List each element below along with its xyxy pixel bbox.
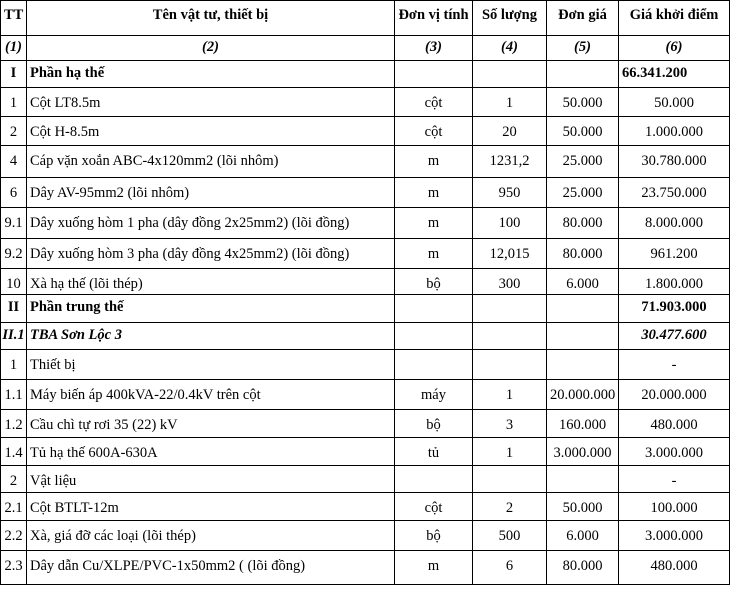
row-total: - bbox=[619, 350, 730, 380]
header-row bbox=[1, 1, 730, 36]
row-tt: 2 bbox=[1, 117, 27, 146]
table-row bbox=[1, 350, 730, 380]
row-unit bbox=[395, 295, 473, 323]
col-index-3: (3) bbox=[395, 36, 473, 61]
row-qty: 2 bbox=[473, 493, 547, 521]
row-unit bbox=[395, 323, 473, 350]
row-unit bbox=[395, 466, 473, 493]
col-index-2: (2) bbox=[27, 36, 395, 61]
row-unit: m bbox=[395, 239, 473, 269]
col-index-4: (4) bbox=[473, 36, 547, 61]
row-tt: II bbox=[1, 295, 27, 323]
row-name: Dây AV-95mm2 (lõi nhôm) bbox=[27, 178, 395, 208]
row-name: Tủ hạ thế 600A-630A bbox=[27, 438, 395, 466]
row-qty bbox=[473, 466, 547, 493]
row-name: Dây xuống hòm 3 pha (dây đồng 4x25mm2) (lõi đồng) bbox=[27, 239, 395, 269]
table-row bbox=[1, 551, 730, 585]
row-name: Máy biến áp 400kVA-22/0.4kV trên cột bbox=[27, 380, 395, 410]
row-price: 50.000 bbox=[547, 117, 619, 146]
table-row bbox=[1, 88, 730, 117]
row-qty bbox=[473, 323, 547, 350]
section-row bbox=[1, 295, 730, 323]
row-price: 3.000.000 bbox=[547, 438, 619, 466]
row-total: 1.000.000 bbox=[619, 117, 730, 146]
row-qty: 300 bbox=[473, 269, 547, 295]
row-tt: 9.1 bbox=[1, 208, 27, 239]
row-unit: cột bbox=[395, 117, 473, 146]
row-price bbox=[547, 323, 619, 350]
row-price bbox=[547, 350, 619, 380]
row-unit: m bbox=[395, 178, 473, 208]
row-price: 50.000 bbox=[547, 88, 619, 117]
row-tt: I bbox=[1, 61, 27, 88]
row-qty: 6 bbox=[473, 551, 547, 585]
row-name: Cột H-8.5m bbox=[27, 117, 395, 146]
row-qty: 3 bbox=[473, 410, 547, 438]
row-qty: 1 bbox=[473, 88, 547, 117]
row-qty: 500 bbox=[473, 521, 547, 551]
row-price: 6.000 bbox=[547, 521, 619, 551]
row-price: 80.000 bbox=[547, 208, 619, 239]
row-unit: m bbox=[395, 551, 473, 585]
row-qty: 1 bbox=[473, 380, 547, 410]
row-name: Xà hạ thế (lõi thép) bbox=[27, 269, 395, 295]
row-name: Cột BTLT-12m bbox=[27, 493, 395, 521]
row-price: 25.000 bbox=[547, 178, 619, 208]
header-tt: TT bbox=[1, 1, 27, 36]
col-index-5: (5) bbox=[547, 36, 619, 61]
section-row bbox=[1, 61, 730, 88]
row-price: 25.000 bbox=[547, 146, 619, 178]
row-total: 3.000.000 bbox=[619, 521, 730, 551]
row-tt: 2.3 bbox=[1, 551, 27, 585]
table-row bbox=[1, 269, 730, 295]
table-row bbox=[1, 146, 730, 178]
row-unit: cột bbox=[395, 88, 473, 117]
row-qty: 12,015 bbox=[473, 239, 547, 269]
row-unit: bộ bbox=[395, 521, 473, 551]
row-name: Phần hạ thế bbox=[27, 61, 395, 88]
row-tt: 1.4 bbox=[1, 438, 27, 466]
row-unit: máy bbox=[395, 380, 473, 410]
row-name: Cầu chì tự rơi 35 (22) kV bbox=[27, 410, 395, 438]
row-tt: 1.1 bbox=[1, 380, 27, 410]
column-index-row bbox=[1, 36, 730, 61]
row-tt: 6 bbox=[1, 178, 27, 208]
row-name: Xà, giá đỡ các loại (lõi thép) bbox=[27, 521, 395, 551]
header-qty: Số lượng bbox=[473, 1, 547, 36]
row-qty: 20 bbox=[473, 117, 547, 146]
row-tt: 10 bbox=[1, 269, 27, 295]
row-unit: cột bbox=[395, 493, 473, 521]
row-qty: 1231,2 bbox=[473, 146, 547, 178]
row-total: 30.477.600 bbox=[619, 323, 730, 350]
row-qty: 950 bbox=[473, 178, 547, 208]
table-row bbox=[1, 178, 730, 208]
row-unit bbox=[395, 350, 473, 380]
row-price: 80.000 bbox=[547, 551, 619, 585]
row-qty bbox=[473, 295, 547, 323]
row-unit: m bbox=[395, 208, 473, 239]
header-unit: Đơn vị tính bbox=[395, 1, 473, 36]
row-tt: 2 bbox=[1, 466, 27, 493]
row-total: 66.341.200 bbox=[619, 61, 730, 88]
row-total: 100.000 bbox=[619, 493, 730, 521]
header-price: Đơn giá bbox=[547, 1, 619, 36]
row-tt: 1 bbox=[1, 88, 27, 117]
row-price: 20.000.000 bbox=[547, 380, 619, 410]
row-name: Thiết bị bbox=[27, 350, 395, 380]
row-qty: 1 bbox=[473, 438, 547, 466]
row-qty bbox=[473, 61, 547, 88]
row-total: 50.000 bbox=[619, 88, 730, 117]
row-tt: 1.2 bbox=[1, 410, 27, 438]
row-tt: 4 bbox=[1, 146, 27, 178]
row-tt: 2.1 bbox=[1, 493, 27, 521]
row-total: 3.000.000 bbox=[619, 438, 730, 466]
row-unit bbox=[395, 61, 473, 88]
subsection-row bbox=[1, 323, 730, 350]
row-name: Dây dẫn Cu/XLPE/PVC-1x50mm2 ( (lõi đồng) bbox=[27, 551, 395, 585]
table-row bbox=[1, 521, 730, 551]
table-row bbox=[1, 117, 730, 146]
table-row bbox=[1, 466, 730, 493]
table-row bbox=[1, 410, 730, 438]
col-index-6: (6) bbox=[619, 36, 730, 61]
row-price bbox=[547, 295, 619, 323]
row-total: 20.000.000 bbox=[619, 380, 730, 410]
row-total: 8.000.000 bbox=[619, 208, 730, 239]
row-name: TBA Sơn Lộc 3 bbox=[27, 323, 395, 350]
table-body bbox=[1, 1, 730, 585]
row-name: Dây xuống hòm 1 pha (dây đồng 2x25mm2) (lõi đồng) bbox=[27, 208, 395, 239]
row-price bbox=[547, 466, 619, 493]
row-total: 961.200 bbox=[619, 239, 730, 269]
row-total: 1.800.000 bbox=[619, 269, 730, 295]
table-row bbox=[1, 208, 730, 239]
row-tt: II.1 bbox=[1, 323, 27, 350]
row-name: Cáp vặn xoắn ABC-4x120mm2 (lõi nhôm) bbox=[27, 146, 395, 178]
row-total: 480.000 bbox=[619, 410, 730, 438]
row-price: 6.000 bbox=[547, 269, 619, 295]
row-tt: 2.2 bbox=[1, 521, 27, 551]
row-total: 30.780.000 bbox=[619, 146, 730, 178]
row-qty: 100 bbox=[473, 208, 547, 239]
row-total: - bbox=[619, 466, 730, 493]
header-name: Tên vật tư, thiết bị bbox=[27, 1, 395, 36]
row-price: 50.000 bbox=[547, 493, 619, 521]
table-row bbox=[1, 493, 730, 521]
row-price: 80.000 bbox=[547, 239, 619, 269]
row-name: Cột LT8.5m bbox=[27, 88, 395, 117]
table-row bbox=[1, 380, 730, 410]
header-total: Giá khởi điểm bbox=[619, 1, 730, 36]
row-unit: bộ bbox=[395, 410, 473, 438]
row-price bbox=[547, 61, 619, 88]
row-tt: 1 bbox=[1, 350, 27, 380]
row-total: 23.750.000 bbox=[619, 178, 730, 208]
row-tt: 9.2 bbox=[1, 239, 27, 269]
row-qty bbox=[473, 350, 547, 380]
table-row bbox=[1, 438, 730, 466]
row-price: 160.000 bbox=[547, 410, 619, 438]
table-row bbox=[1, 239, 730, 269]
row-name: Phần trung thế bbox=[27, 295, 395, 323]
row-unit: bộ bbox=[395, 269, 473, 295]
row-total: 71.903.000 bbox=[619, 295, 730, 323]
row-unit: m bbox=[395, 146, 473, 178]
col-index-1: (1) bbox=[1, 36, 27, 61]
row-name: Vật liệu bbox=[27, 466, 395, 493]
row-unit: tủ bbox=[395, 438, 473, 466]
row-total: 480.000 bbox=[619, 551, 730, 585]
